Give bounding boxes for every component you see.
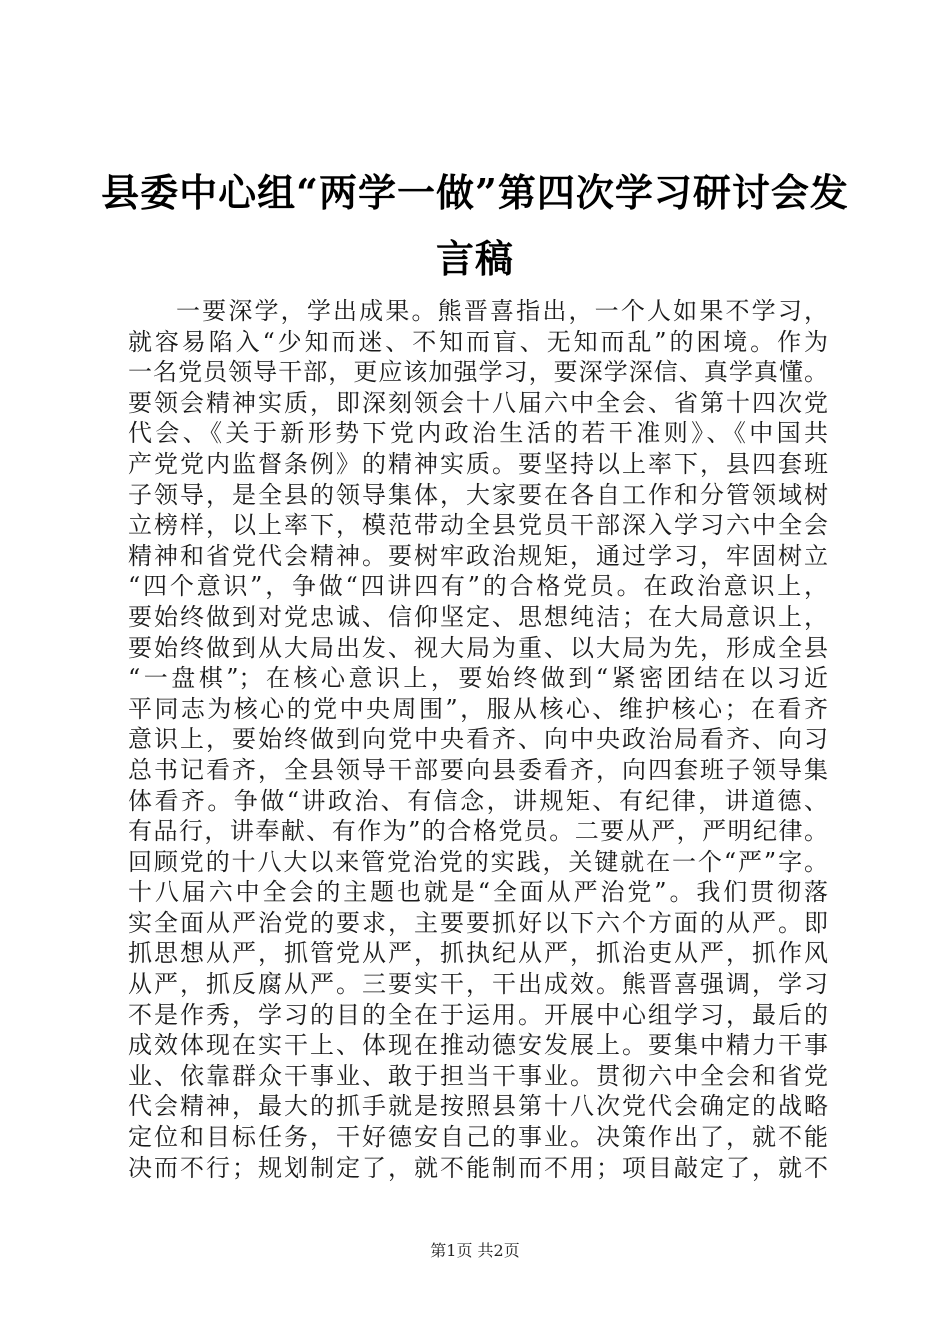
body-line: 从严，抓反腐从严。三要实干，干出成效。熊晋喜强调，学习	[128, 970, 828, 999]
body-line: 代会、《关于新形势下党内政治生活的若干准则》、《中国共	[128, 419, 828, 448]
body-line: 实全面从严治党的要求，主要要抓好以下六个方面的从严。即	[128, 908, 828, 937]
body-line: “一盘棋”；在核心意识上，要始终做到“紧密团结在以习近	[128, 664, 828, 693]
body-line: 子领导，是全县的领导集体，大家要在各自工作和分管领域树	[128, 480, 828, 509]
body-line: 要领会精神实质，即深刻领会十八届六中全会、省第十四次党	[128, 388, 828, 417]
title-line-1: 县委中心组“两学一做”第四次学习研讨会发	[101, 170, 849, 215]
body-line: 一名党员领导干部，更应该加强学习，要深学深信、真学真懂。	[128, 358, 828, 387]
body-line: 定位和目标任务，干好德安自己的事业。决策作出了，就不能	[128, 1123, 828, 1152]
body-line: 产党党内监督条例》的精神实质。要坚持以上率下，县四套班	[128, 449, 828, 478]
document-title	[100, 160, 850, 292]
body-line: 立榜样，以上率下，模范带动全县党员干部深入学习六中全会	[128, 511, 828, 540]
body-line: 回顾党的十八大以来管党治党的实践，关键就在一个“严”字。	[128, 847, 828, 876]
body-line: 业、依靠群众干事业、敢于担当干事业。贯彻六中全会和省党	[128, 1061, 828, 1090]
body-line: 成效体现在实干上、体现在推动德安发展上。要集中精力干事	[128, 1031, 828, 1060]
body-line: 抓思想从严，抓管党从严，抓执纪从严，抓治吏从严，抓作风	[128, 939, 828, 968]
page-number-footer: 第1页 共2页	[430, 1241, 520, 1260]
body-line: 不是作秀，学习的目的全在于运用。开展中心组学习，最后的	[128, 1000, 828, 1029]
body-line: 一要深学，学出成果。熊晋喜指出，一个人如果不学习，	[176, 297, 828, 325]
title-line-2: 言稿	[435, 236, 514, 281]
body-line: “四个意识”，争做“四讲四有”的合格党员。在政治意识上，	[128, 572, 828, 601]
body-line: 体看齐。争做“讲政治、有信念，讲规矩、有纪律，讲道德、	[128, 786, 828, 815]
body-line: 平同志为核心的党中央周围”，服从核心、维护核心；在看齐	[128, 694, 828, 723]
body-line: 意识上，要始终做到向党中央看齐、向中央政治局看齐、向习	[128, 725, 828, 754]
body-paragraph	[128, 296, 828, 1183]
body-line: 精神和省党代会精神。要树牢政治规矩，通过学习，牢固树立	[128, 541, 828, 570]
body-line: 十八届六中全会的主题也就是“全面从严治党”。我们贯彻落	[128, 878, 828, 907]
body-line: 代会精神，最大的抓手就是按照县第十八次党代会确定的战略	[128, 1092, 828, 1121]
body-line: 就容易陷入“少知而迷、不知而盲、无知而乱”的困境。作为	[128, 327, 828, 356]
body-line: 决而不行；规划制定了，就不能制而不用；项目敲定了，就不	[128, 1153, 828, 1182]
body-line: 总书记看齐，全县领导干部要向县委看齐，向四套班子领导集	[128, 755, 828, 784]
body-line: 要始终做到从大局出发、视大局为重、以大局为先，形成全县	[128, 633, 828, 662]
body-line: 要始终做到对党忠诚、信仰坚定、思想纯洁；在大局意识上，	[128, 602, 828, 631]
body-line: 有品行，讲奉献、有作为”的合格党员。二要从严，严明纪律。	[128, 817, 828, 846]
